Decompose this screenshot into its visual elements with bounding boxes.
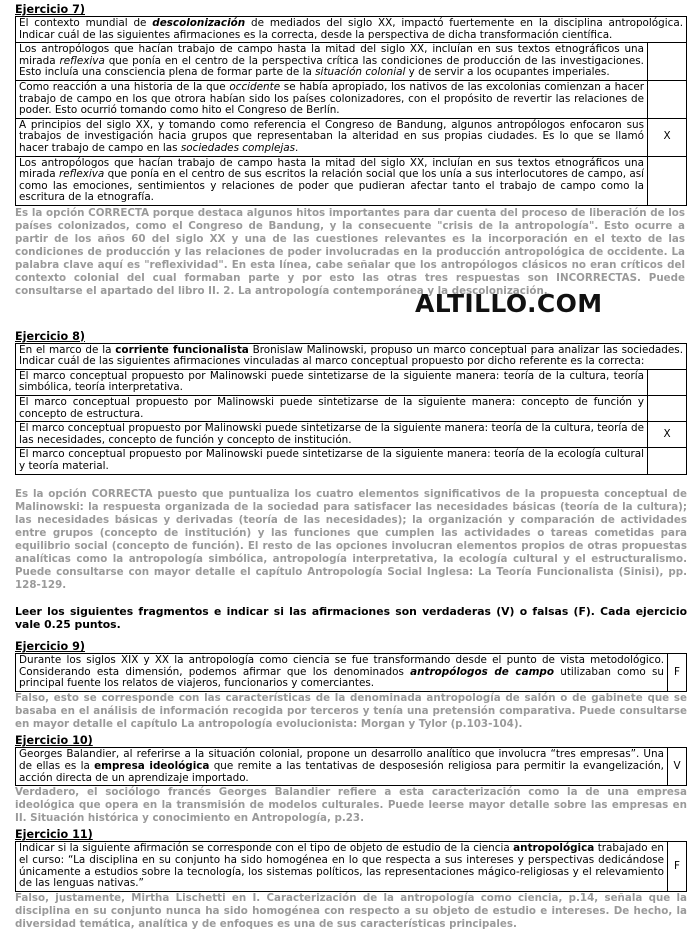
ex7-option-2-mark [648, 80, 687, 118]
ex11-statement: Indicar si la siguiente afirmación se corresponde con el tipo de objeto de estudio de la ciencia antropológica trabajado en el curso: “La disciplina en su conjunto ha sido homogénea en lo que respecta a sus intereses y perspectivas dedicándose únicamente a estudios sobre la tecnología, los sistemas políticos, las representaciones mágico-religiosas y el relevamiento de las lenguas nativas.” [16, 842, 668, 891]
ex8-option-2: El marco conceptual propuesto por Malinowski puede sintetizarse de la siguiente manera: concepto de función y concepto de estructura. [16, 395, 687, 421]
ex7-option-4: Los antropólogos que hacían trabajo de campo hasta la mitad del siglo XX, incluían en sus textos etnográficos una mirada reflexiva que ponía en el centro de sus escritos la relación social que los unía a sus interlocutores de campo, así como las emociones, sentimientos y relaciones de poder que pudieran afectar tanto el trabajo de campo como la escritura de la etnografía. [16, 156, 687, 205]
ex7-option-3: A principios del siglo XX, y tomando como referencia el Congreso de Bandung, algunos antropólogos enfocaron sus trabajos de investigación hacia grupos que representaban la alteridad en sus propias ciudades. Es lo que se llamó hacer trabajo de campo en las sociedades complejas. X [16, 118, 687, 156]
ex8-option-2-mark [648, 395, 687, 421]
ex8-option-4-mark [648, 448, 687, 474]
ex10-title: Ejercicio 10) [15, 734, 93, 748]
ex11-answer: F [668, 842, 687, 891]
ex8-option-3-mark: X [648, 422, 687, 448]
ex9-table [15, 653, 687, 692]
ex8-option-4: El marco conceptual propuesto por Malinowski puede sintetizarse de la siguiente manera: teoría de la ecología cultural y teoría material. [16, 448, 687, 474]
ex7-option-1-mark [648, 43, 687, 81]
ex7-question: El contexto mundial de descolonización de mediados del siglo XX, impactó fuertemente en la disciplina antropológica. Indicar cuál de las siguientes afirmaciones es la correcta, desde la perspectiva de dicha transformación científica. [16, 17, 687, 43]
exam-page [15, 3, 687, 931]
ex7-option-3-mark: X [648, 118, 687, 156]
ex8-option-1-mark [648, 369, 687, 395]
ex9-answer: F [668, 654, 687, 692]
ex9-explanation: Falso, esto se corresponde con las características de la denominada antropología de salón o de gabinete que se basaba en el análisis de información recogida por terceros y tenía una pretensión comparativa. Puede consultarse en mayor detalle el capítulo La antropología evolucionista: Morgan y Tylor (p.103-104). [15, 692, 687, 731]
ex11-table [15, 841, 687, 891]
ex11-explanation: Falso, justamente, Mirtha Lischetti en I. Caracterización de la antropología como ciencia, p.14, señala que la disciplina en su conjunto nunca ha sido homogénea con respecto a su objeto de estudio e intereses. De hecho, la diversidad temática, analítica y de enfoques es una de sus características principales. [15, 891, 687, 930]
ex7-title: Ejercicio 7) [15, 3, 85, 16]
ex9-statement: Durante los siglos XIX y XX la antropología como ciencia se fue transformando desde el punto de vista metodológico. Considerando esta dimensión, podemos afirmar que los denominados antropólogos de campo utilizaban como su principal fuente los relatos de viajeros, funcionarios y comerciantes. [16, 654, 668, 692]
ex8-title: Ejercicio 8) [15, 329, 85, 343]
ex10-explanation: Verdadero, el sociólogo francés Georges Balandier refiere a esta caracterización como la de una empresa ideológica que opera en la transmisión de modelos culturales. Puede leerse mayor detalle sobre las empresas en II. Situación histórica y conocimiento en Antropología, p.23. [15, 786, 687, 825]
ex9-title: Ejercicio 9) [15, 640, 85, 654]
ex8-option-3: El marco conceptual propuesto por Malinowski puede sintetizarse de la siguiente manera: teoría de la cultura, teoría de las necesidades, concepto de función y concepto de institución. X [16, 422, 687, 448]
ex10-table [15, 747, 687, 786]
ex7-option-2: Como reacción a una historia de la que occidente se había apropiado, los nativos de las excolonias comienzan a hacer trabajo de campo en los que otrora habían sido los países colonizadores, con el propósito de revertir las relaciones de poder. Esto ocurrió tomando como hito el Congreso de Berlín. [16, 80, 687, 118]
ex7-table [15, 16, 687, 206]
instructions: Leer los siguientes fragmentos e indicar si las afirmaciones son verdaderas (V) o falsas (F). Cada ejercicio vale 0.25 puntos. [15, 605, 687, 632]
ex8-option-1: El marco conceptual propuesto por Malinowski puede sintetizarse de la siguiente manera: teoría de la cultura, teoría simbólica, teoría interpretativa. [16, 369, 687, 395]
ex8-explanation: Es la opción CORRECTA puesto que puntualiza los cuatro elementos significativos de la propuesta conceptual de Malinowski: la respuesta organizada de la sociedad para satisfacer las necesidades básicas (teoría de la cultura); las necesidades básicas y derivadas (teoría de las necesidades); la organización y comparación de actividades entre grupos (concepto de institución) y las funciones que cumplen las actividades o tareas cometidas para equilibrio social (concepto de función). El resto de las opciones involucran elementos propios de otras propuestas analíticas como la antropología simbólica, antropología interpretativa, la ecología cultural y el estructuralismo. Puede consultarse con mayor detalle el capítulo Antropología Social Inglesa: La Teoría Funcionalista (Sinisi), pp. 128-129. [15, 487, 687, 592]
ex7-option-4-mark [648, 156, 687, 205]
ex8-question: En el marco de la corriente funcionalista Bronislaw Malinowski, propuso un marco conceptual para analizar las sociedades. Indicar cuál de las siguientes afirmaciones vinculadas al marco conceptual propuesto por dicho referente es la correcta: [16, 343, 687, 369]
watermark: ALTILLO.COM [415, 289, 603, 318]
ex10-answer: V [668, 748, 687, 786]
ex7-option-1: Los antropólogos que hacían trabajo de campo hasta la mitad del siglo XX, incluían en sus textos etnográficos una mirada reflexiva que ponía en el centro de la perspectiva crítica las condiciones de producción de las investigaciones. Esto incluía una consciencia plena de formar parte de la situación colonial y de servir a los ocupantes imperiales. [16, 43, 687, 81]
ex7-explanation: Es la opción CORRECTA porque destaca algunos hitos importantes para dar cuenta del proceso de liberación de los países colonizados, como el Congreso de Bandung, y la consecuente "crisis de la antropología". Esto ocurre a partir de los años 60 del siglo XX y una de las cuestiones relevantes es la incorporación en el texto de las condiciones de producción y las relaciones de poder involucradas en la producción antropológica de occidente. La palabra clave aquí es "reflexividad". En esta línea, cabe señalar que los antropólogos clásicos no eran críticos del contexto colonial del cual formaban parte y por esto las otras tres respuestas son INCORRECTAS. Puede consultarse el apartado del libro II. 2. La antropología contemporánea y la descolonización. [15, 206, 685, 298]
ex10-statement: Georges Balandier, al referirse a la situación colonial, propone un desarrollo analítico que involucra “tres empresas”. Una de ellas es la empresa ideológica que remite a las tentativas de desposesión religiosa para permitir la evangelización, acción directa de un aprendizaje importado. [16, 748, 668, 786]
ex11-title: Ejercicio 11) [15, 828, 93, 842]
ex8-table [15, 343, 687, 475]
